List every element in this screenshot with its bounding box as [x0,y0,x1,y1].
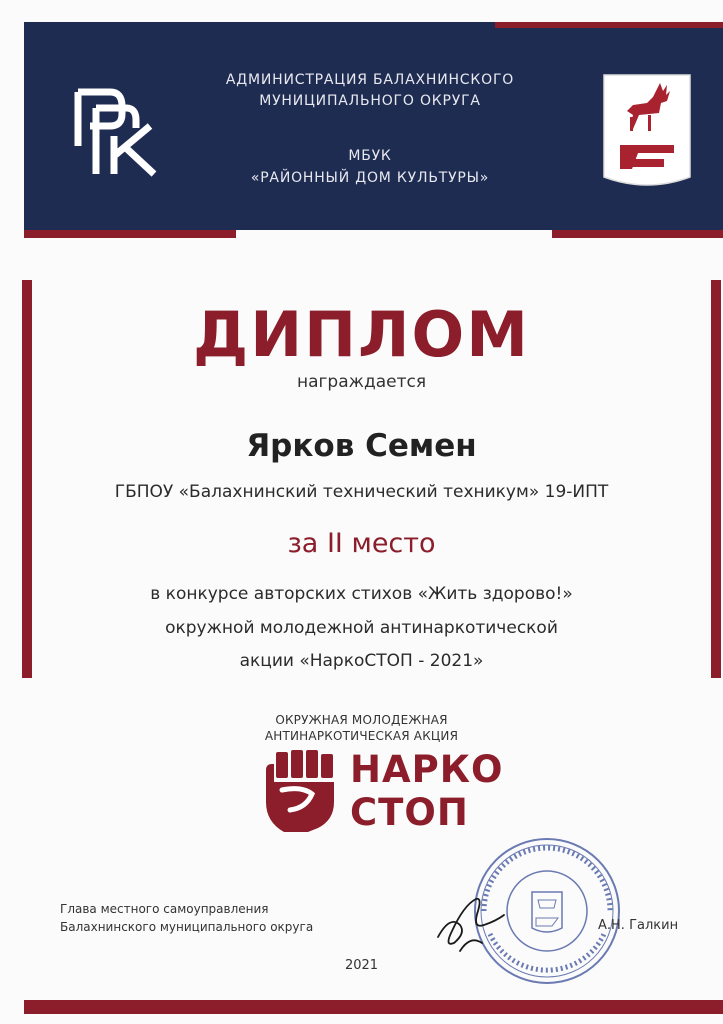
fist-icon [262,750,342,832]
awarded-text: награждается [296,372,427,392]
signer-role: Балахнинского муниципального округа [60,920,314,934]
diploma-title: ДИПЛОМ [193,298,530,371]
signer-role: Глава местного самоуправления [60,902,269,916]
footer-accent-bar [24,1000,723,1014]
header-accent-stripe [552,230,723,238]
award-place: за II место [287,528,436,559]
organization-name-line: МУНИЦИПАЛЬНОГО ОКРУГА [259,93,481,109]
signer-name: А.Н. Галкин [598,918,679,933]
organization-name-line: АДМИНИСТРАЦИЯ БАЛАХНИНСКОГО [225,72,515,88]
header-accent-stripe [495,22,723,28]
campaign-logo-word: СТОП [350,791,469,834]
contest-description-line: акции «НаркоСТОП - 2021» [239,651,484,671]
campaign-label: ОКРУЖНАЯ МОЛОДЕЖНАЯ [275,713,448,727]
campaign-logo-word: НАРКО [350,748,504,791]
coat-of-arms-icon [602,73,692,189]
recipient-institution: ГБПОУ «Балахнинский технический техникум» 19-ИПТ [114,482,609,502]
recipient-name: Ярков Семен [246,428,477,464]
institution-name: «РАЙОННЫЙ ДОМ КУЛЬТУРЫ» [250,170,490,186]
institution-type: МБУК [348,148,392,164]
contest-description-line: окружной молодежной антинаркотической [165,618,558,638]
header-accent-stripe [24,230,236,238]
rdk-logo-icon [70,86,160,180]
handwritten-signature [430,885,520,955]
contest-description-line: в конкурсе авторских стихов «Жить здорово!» [150,584,573,604]
campaign-label: АНТИНАРКОТИЧЕСКАЯ АКЦИЯ [264,729,459,743]
diploma-year: 2021 [344,958,379,973]
